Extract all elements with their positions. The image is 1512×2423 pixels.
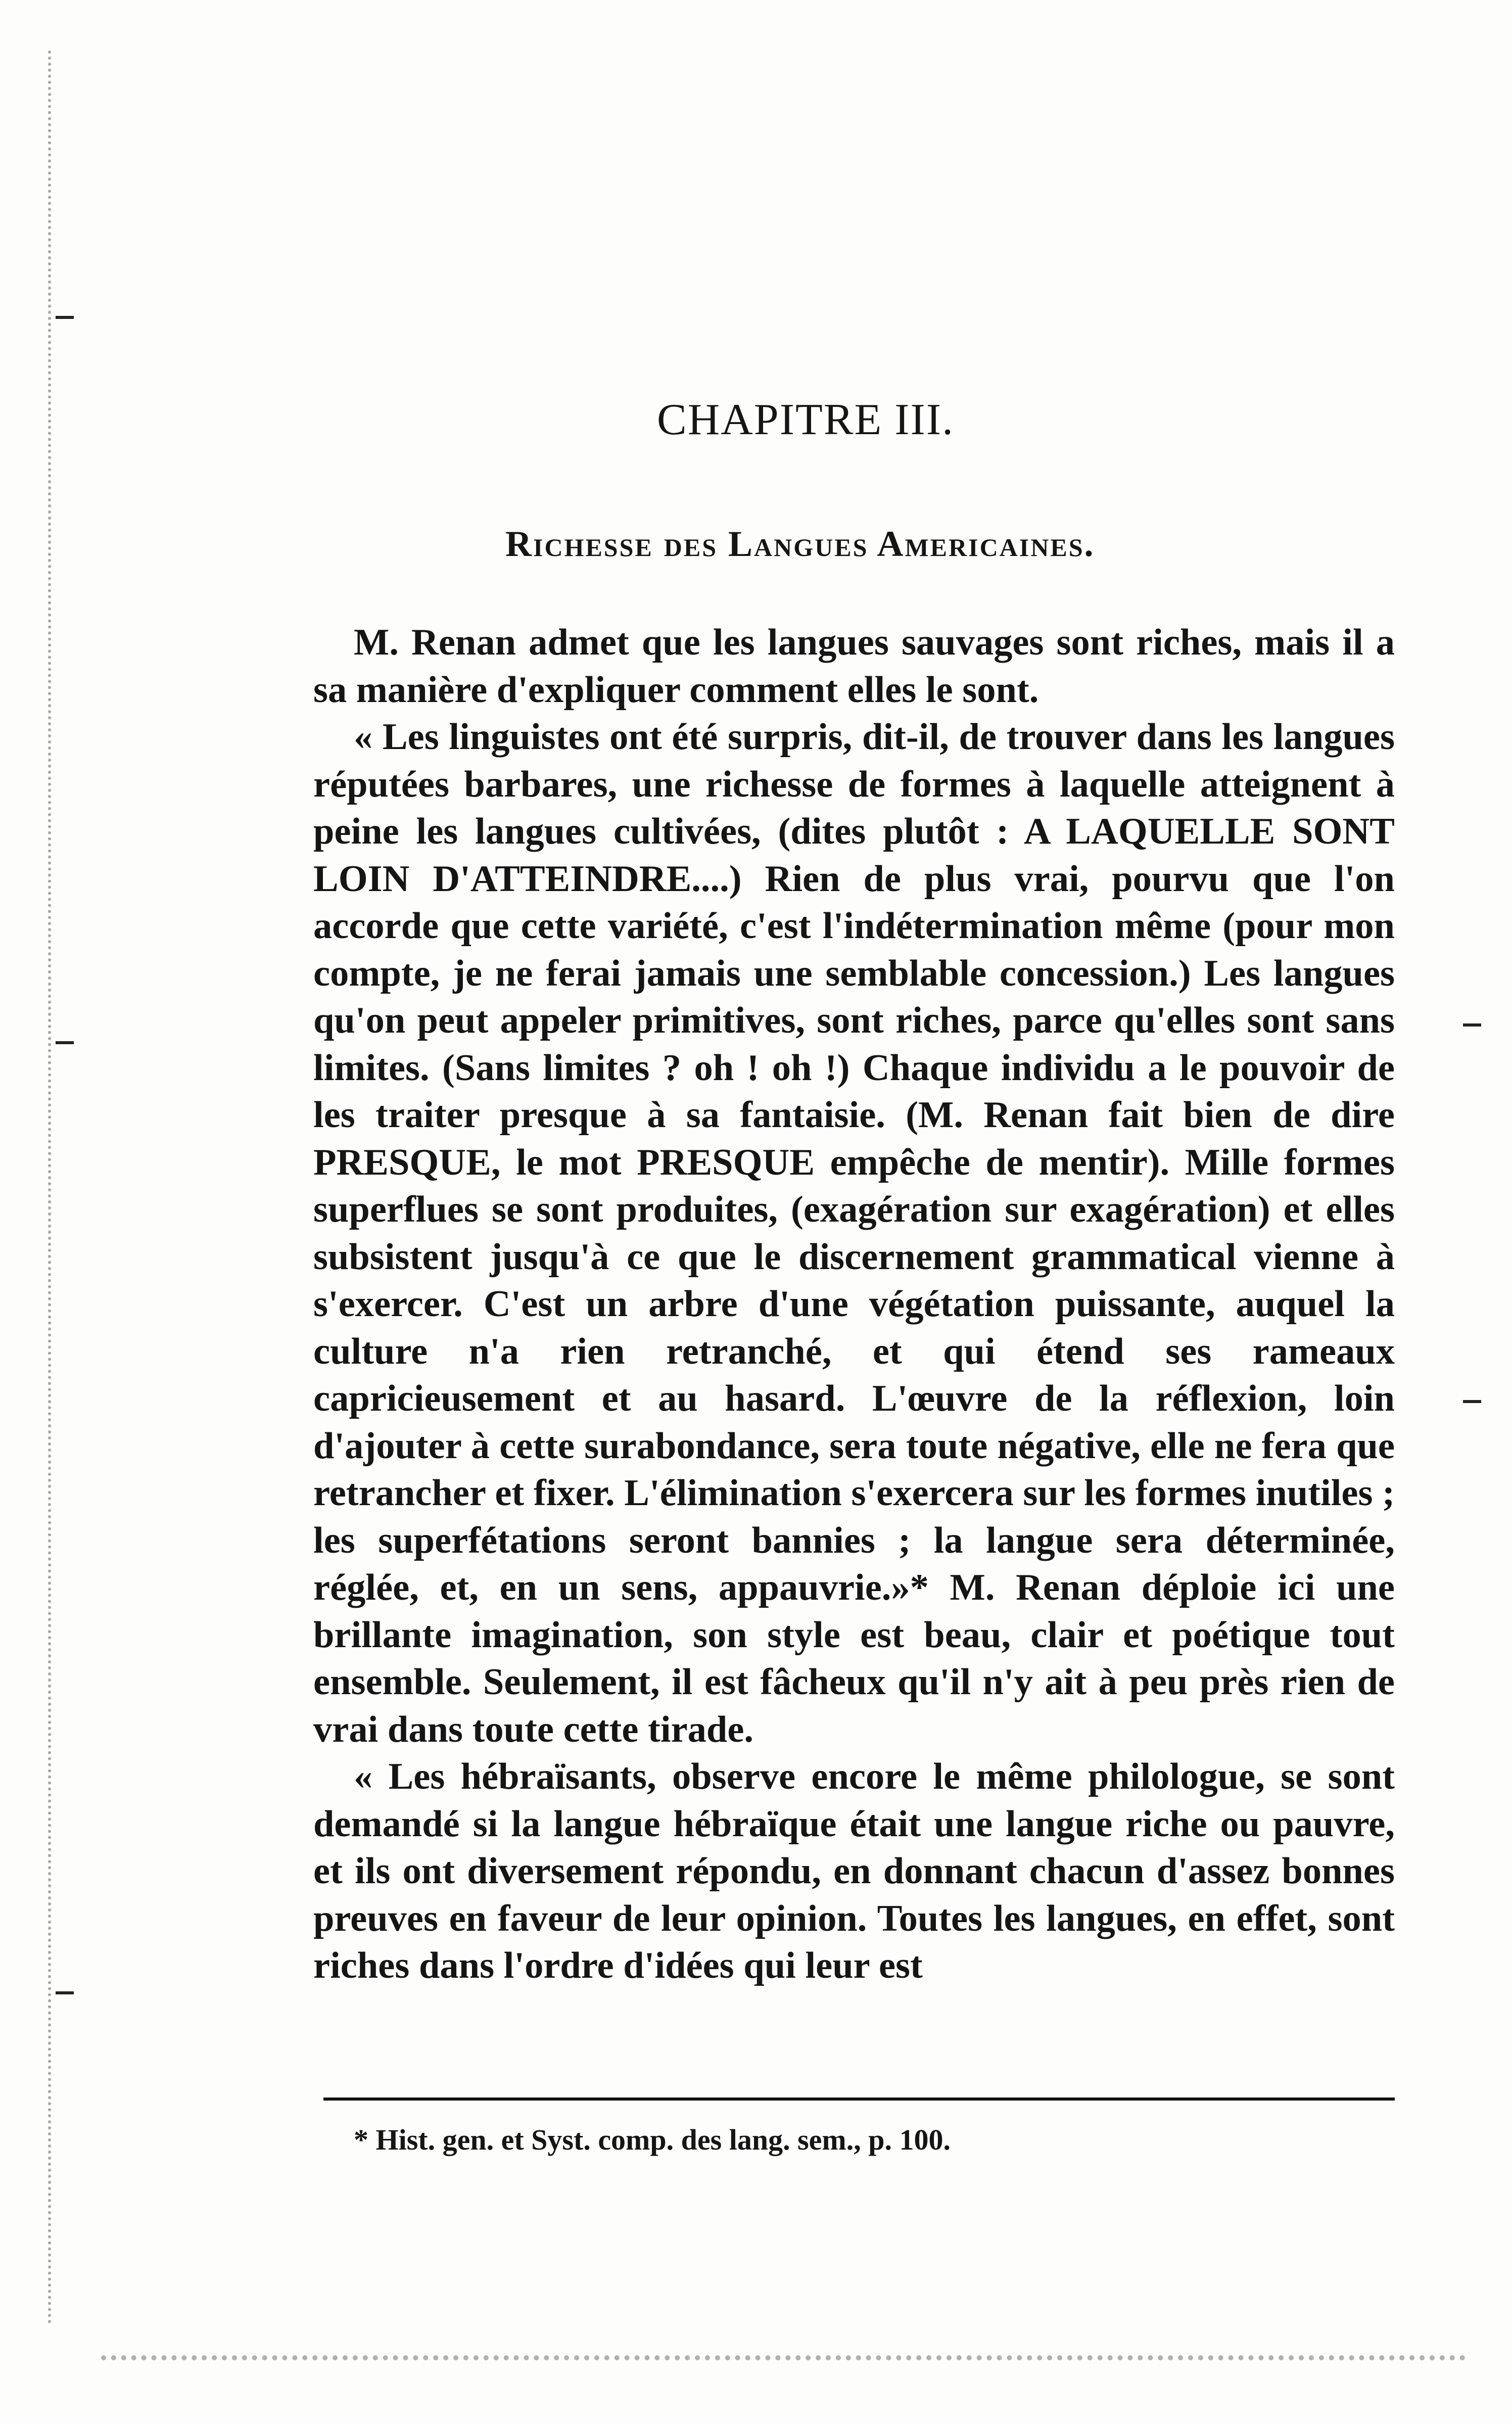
scan-bottom-edge-noise (101, 2325, 1466, 2360)
paragraph: M. Renan admet que les langues sauvages sont riches, mais il a sa manière d'expliquer comment elles le sont. (313, 622, 1395, 711)
margin-mark (56, 1991, 74, 1994)
scan-left-edge-noise (48, 51, 71, 2325)
margin-mark (56, 1041, 74, 1044)
margin-mark (1463, 1400, 1481, 1403)
section-title: Richesse des Langues Americaines. (505, 524, 1095, 564)
margin-mark (56, 316, 74, 319)
paragraph: « Les hébraïsants, observe encore le même philologue, se sont demandé si la langue hébraïque était une langue riche ou pauvre, et ils ont diversement répondu, en donnant chacun d'assez bonnes preuves en faveur de leur opinion. Toutes les langues, en effet, sont riches dans l'ordre d'idées qui leur est (313, 1756, 1395, 1986)
paragraph: « Les linguistes ont été surpris, dit-il, de trouver dans les langues réputées barbares, une richesse de formes à laquelle atteignent à peine les langues cultivées, (dites plutôt : A LAQUELLE SONT LOIN D'ATTEINDRE....) Rien de plus vrai, pourvu que l'on accorde que cette variété, c'est l'indétermination même (pour mon compte, je ne ferai jamais une semblable concession.) Les langues qu'on peut appeler primitives, sont riches, parce qu'elles sont sans limites. (Sans limites ? oh ! oh !) Chaque individu a le pouvoir de les traiter presque à sa fantaisie. (M. Renan fait bien de dire PRESQUE, le mot PRESQUE empêche de mentir). Mille formes superflues se sont produites, (exagération sur exagération) et elles subsistent jusqu'à ce que le discernement grammatical vienne à s'exercer. C'est un arbre d'une végétation puissante, auquel la culture n'a rien retranché, et qui étend ses rameaux capricieusement et au hasard. L'œuvre de la réflexion, loin d'ajouter à cette surabondance, sera toute négative, elle ne fera que retrancher et fixer. L'élimination s'exercera sur les formes inutiles ; les superfétations seront bannies ; la langue sera déterminée, réglée, et, en un sens, appauvrie.»* M. Renan déploie ici une brillante imagination, son style est beau, clair et poétique tout ensemble. Seulement, il est fâcheux qu'il n'y ait à peu près rien de vrai dans toute cette tirade. (313, 716, 1395, 1750)
chapter-title: CHAPITRE III. (657, 395, 955, 444)
footnote: * Hist. gen. et Syst. comp. des lang. sem., p. 100. (354, 2123, 951, 2156)
margin-mark (1463, 1023, 1481, 1027)
footnote-divider (323, 2098, 1395, 2101)
body-text (313, 619, 1395, 1990)
